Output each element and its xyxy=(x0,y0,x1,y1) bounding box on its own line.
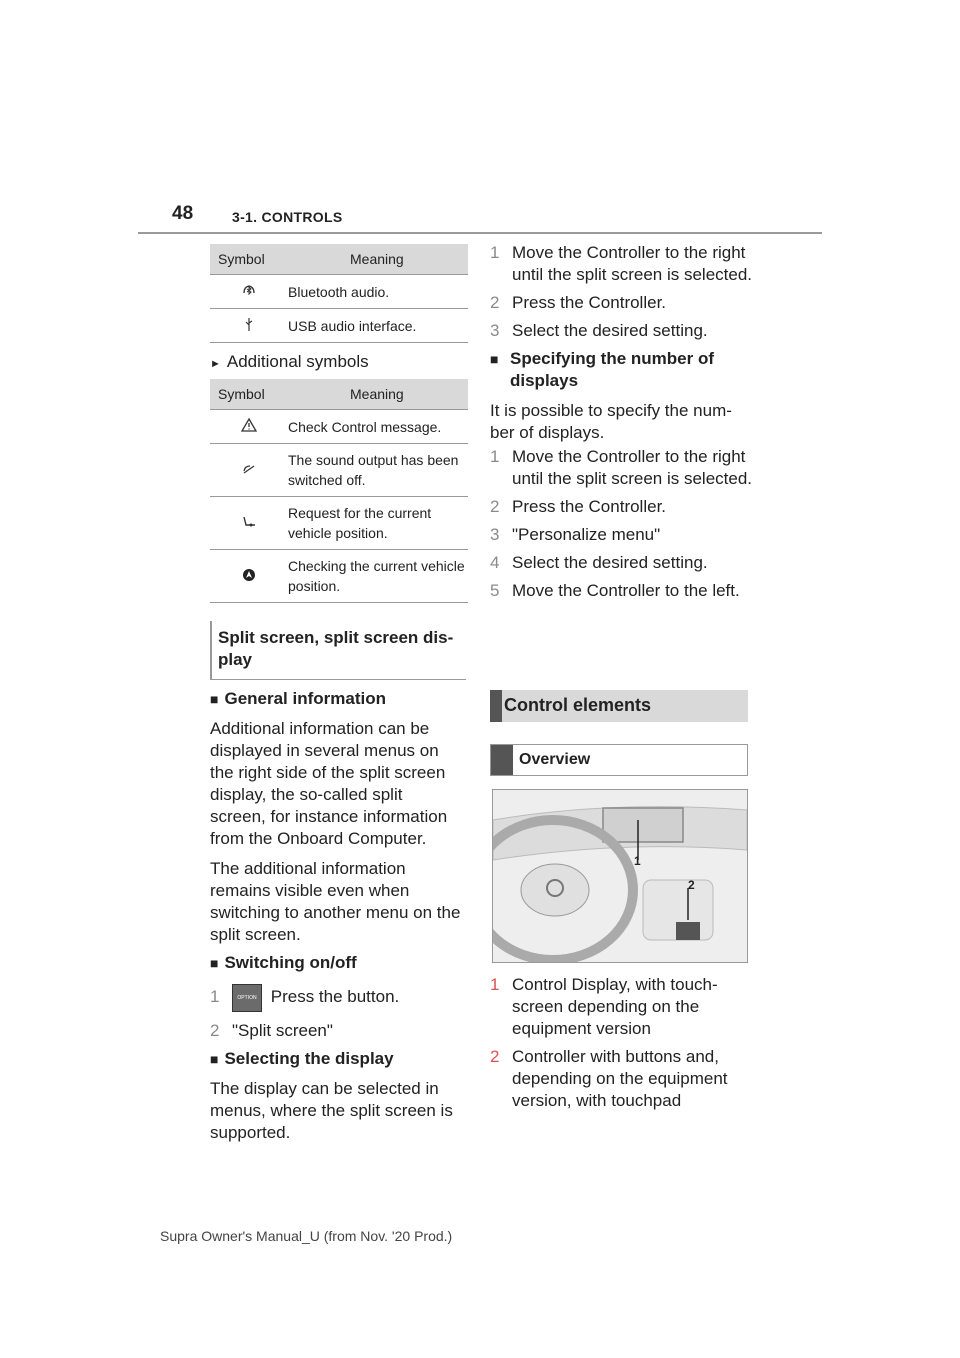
split-screen-heading: Split screen, split screen dis-play xyxy=(218,628,454,669)
overview-heading: Overview xyxy=(519,751,591,768)
select-step-1: 1 Move the Controller to the right until the split screen is selected. xyxy=(490,243,753,284)
figure-legend xyxy=(490,974,752,1112)
table1-meaning: Bluetooth audio. xyxy=(288,275,468,309)
selecting-heading: ■ Selecting the display xyxy=(210,1049,394,1068)
table1-meaning: USB audio interface. xyxy=(288,309,468,343)
switch-step-2 xyxy=(210,1020,470,1042)
table2-meaning: Request for the current vehicle position. xyxy=(288,497,468,550)
specify-step-5: 5 Move the Controller to the left. xyxy=(490,581,740,600)
legend-item-1: 1 Control Display, with touch-screen depending on the equipment version xyxy=(490,975,718,1038)
bluetooth-audio-icon xyxy=(210,275,288,309)
step-text: Press the button. xyxy=(270,987,400,1006)
overview-heading-box xyxy=(490,744,748,776)
specifying-text: It is possible to specify the num-ber of displays. xyxy=(490,401,732,442)
specifying-heading: ■ Specifying the number of displays xyxy=(490,349,715,390)
switch-step-1 xyxy=(210,982,470,1012)
table1-header-symbol: Symbol xyxy=(210,244,288,275)
page-footer: Supra Owner's Manual_U (from Nov. '20 Prod.) xyxy=(160,1228,453,1244)
selecting-text: The display can be selected in menus, where the split screen is supported. xyxy=(210,1079,453,1142)
sound-off-icon xyxy=(210,444,288,497)
specify-step-2: 2 Press the Controller. xyxy=(490,497,667,516)
figure-label-1: 1 xyxy=(634,854,641,868)
table2-meaning: Checking the current vehicle position. xyxy=(288,550,468,603)
vehicle-position-check-icon xyxy=(210,550,288,603)
split-screen-heading-box xyxy=(210,621,466,680)
table2-header-symbol: Symbol xyxy=(210,379,288,410)
control-elements-heading: Control elements xyxy=(504,695,652,715)
step-text: "Split screen" xyxy=(232,1021,333,1040)
select-step-3: 3 Select the desired setting. xyxy=(490,321,708,340)
table2-meaning: Check Control message. xyxy=(288,410,468,444)
general-info-heading: ■ General information xyxy=(210,689,386,708)
cockpit-figure xyxy=(492,789,748,963)
specify-step-1: 1 Move the Controller to the right until the split screen is selected. xyxy=(490,447,753,488)
section-title: 3-1. CONTROLS xyxy=(232,209,343,225)
figure-label-2: 2 xyxy=(688,878,695,892)
specify-step-4: 4 Select the desired setting. xyxy=(490,553,708,572)
option-button-icon[interactable]: OPTION xyxy=(232,984,262,1012)
legend-item-2: 2 Controller with buttons and, depending on the equipment version, with touchpad xyxy=(490,1047,728,1110)
additional-info-text: The additional information remains visible even when switching to another menu on the split screen. xyxy=(210,859,461,944)
left-column xyxy=(210,244,470,1144)
header-divider xyxy=(138,232,822,234)
symbol-table-2 xyxy=(210,379,468,603)
vehicle-position-request-icon xyxy=(210,497,288,550)
additional-symbols-label: ► Additional symbols xyxy=(210,352,369,371)
warning-triangle-icon xyxy=(210,410,288,444)
page-number: 48 xyxy=(172,203,194,224)
right-column xyxy=(490,242,752,602)
table2-header-meaning: Meaning xyxy=(288,379,468,410)
select-step-2: 2 Press the Controller. xyxy=(490,293,667,312)
table2-meaning: The sound output has been switched off. xyxy=(288,444,468,497)
table1-header-meaning: Meaning xyxy=(288,244,468,275)
step-number: 2 xyxy=(210,1021,220,1040)
step-number: 1 xyxy=(210,987,220,1006)
symbol-table-1 xyxy=(210,244,468,343)
specify-step-3: 3 "Personalize menu" xyxy=(490,525,661,544)
general-info-text: Additional information can be displayed in several menus on the right side of the split screen display, the so-called split screen, for instance information from the Onboard Computer. xyxy=(210,719,448,848)
usb-icon xyxy=(210,309,288,343)
switching-heading: ■ Switching on/off xyxy=(210,953,357,972)
control-elements-heading-box xyxy=(490,690,748,722)
